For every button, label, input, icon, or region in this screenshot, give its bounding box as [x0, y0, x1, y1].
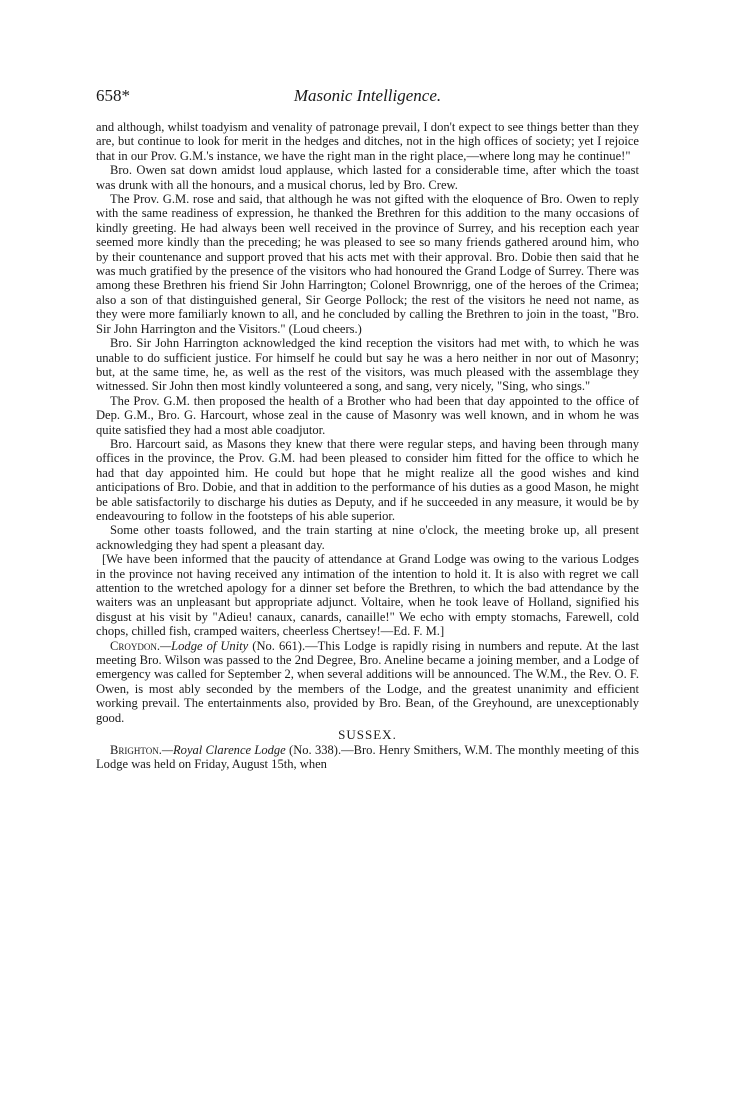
- paragraph: and although, whilst toadyism and venality of patronage prevail, I don't expect to see things better than they are, but continue to look for merit in the hedges and ditches, not in the high offices of society; yet I rejoice that in our Prov. G.M.'s instance, we have the right man in the right place,—where long may he continue!": [96, 120, 639, 163]
- report-place: Croydon.: [110, 638, 161, 653]
- paragraph: Bro. Owen sat down amidst loud applause, which lasted for a considerable time, after which the toast was drunk with all the honours, and a musical chorus, led by Bro. Crew.: [96, 163, 639, 192]
- report-text: (No. 661).—This Lodge is rapidly rising in numbers and repute. At the last meeting Bro. Wilson was passed to the 2nd Degree, Bro. Aneline became a joining member, and a Lodge of emergency was called for September 2, when several additions will be announced. The W.M., the Rev. O. F. Owen, is most ably seconded by the members of the Lodge, and the greatest unanimity and efficient working prevail. The entertainments also, provided by Bro. Bean, of the Greyhound, are unexceptionably good.: [96, 638, 640, 725]
- running-title: Masonic Intelligence.: [293, 86, 442, 105]
- report-lodge: —Royal Clarence Lodge: [161, 743, 286, 758]
- paragraph: The Prov. G.M. then proposed the health of a Brother who had been that day appointed to the office of Dep. G.M., Bro. G. Harcourt, whose zeal in the cause of Masonry was well known, and in whom he was quite satisfied they had a most able coadjutor.: [96, 393, 639, 437]
- brighton-report: [96, 743, 639, 772]
- section-heading: SUSSEX.: [338, 727, 397, 743]
- editorial-note: [We have been informed that the paucity of attendance at Grand Lodge was owing to the various Lodges in the province not having received any intimation of the intention to hold it. It is also with regret we call attention to the wretched apology for a dinner set before the Brethren, to which the bad attendance by the waiters was an unpleasant but appropriate adjunct. Voltaire, when he took leave of Holland, signified his disgust at his visit by "Adieu! canaux, canards, canaille!" We echo with empty stomachs, Farewell, cold chops, chilled fish, cramped waiters, cheerless Chertsey!—Ed. F. M.]: [96, 552, 639, 639]
- article-body: [96, 120, 639, 772]
- report-place: Brighton.: [110, 743, 162, 758]
- paragraph: Bro. Sir John Harrington acknowledged the kind reception the visitors had met with, to which he was unable to do sufficient justice. For himself he could but say he was a hero neither in nor out of Masonry; but, at the same time, he, as well as the rest of the visitors, was much pleased with the assemblage they witnessed. Sir John then most kindly volunteered a song, and sang, very nicely, "Sing, who sings.": [96, 336, 639, 394]
- page-number: 658*: [96, 86, 130, 105]
- report-lodge: —Lodge of Unity: [160, 638, 249, 653]
- croydon-report: [96, 639, 639, 725]
- report-text: (No. 338).—Bro. Henry Smithers, W.M. The monthly meeting of this Lodge was held on Friday, August 15th, when: [96, 743, 639, 772]
- paragraph: The Prov. G.M. rose and said, that although he was not gifted with the eloquence of Bro. Owen to reply with the same readiness of expression, he thanked the Brethren for this addition to the many occasions of kindly greeting. He had always been well received in the province of Surrey, and his reception each year seemed more kindly than the preceding; he was pleased to see so many friends gathered around him, who by their countenance and support proved that his acts met with their approval. Bro. Dobie then said that he was much gratified by the presence of the visitors who had honoured the Grand Lodge of Surrey. There was among these Brethren his friend Sir John Harrington; Colonel Brownrigg, one of the heroes of the Crimea; also a son of that distinguished general, Sir George Pollock; the rest of the visitors he need not name, as they were more familiarly known to all, and he concluded by calling the Brethren to join in the toast, "Bro. Sir John Harrington and the Visitors." (Loud cheers.): [96, 192, 639, 336]
- paragraph: Bro. Harcourt said, as Masons they knew that there were regular steps, and having been through many offices in the province, the Prov. G.M. had been pleased to consider him fitted for the office to which he had that day appointed him. He could but hope that he might realize all the good wishes and kind anticipations of Bro. Dobie, and that in addition to the performance of his duties as a good Mason, he might be able satisfactorily to discharge his duties as Deputy, and if he succeeded in any measure, it would be by endeavouring to follow in the footsteps of his able superior.: [96, 436, 639, 523]
- paragraph: Some other toasts followed, and the train starting at nine o'clock, the meeting broke up, all present acknowledging they had spent a pleasant day.: [96, 523, 639, 552]
- page-header: [96, 86, 639, 110]
